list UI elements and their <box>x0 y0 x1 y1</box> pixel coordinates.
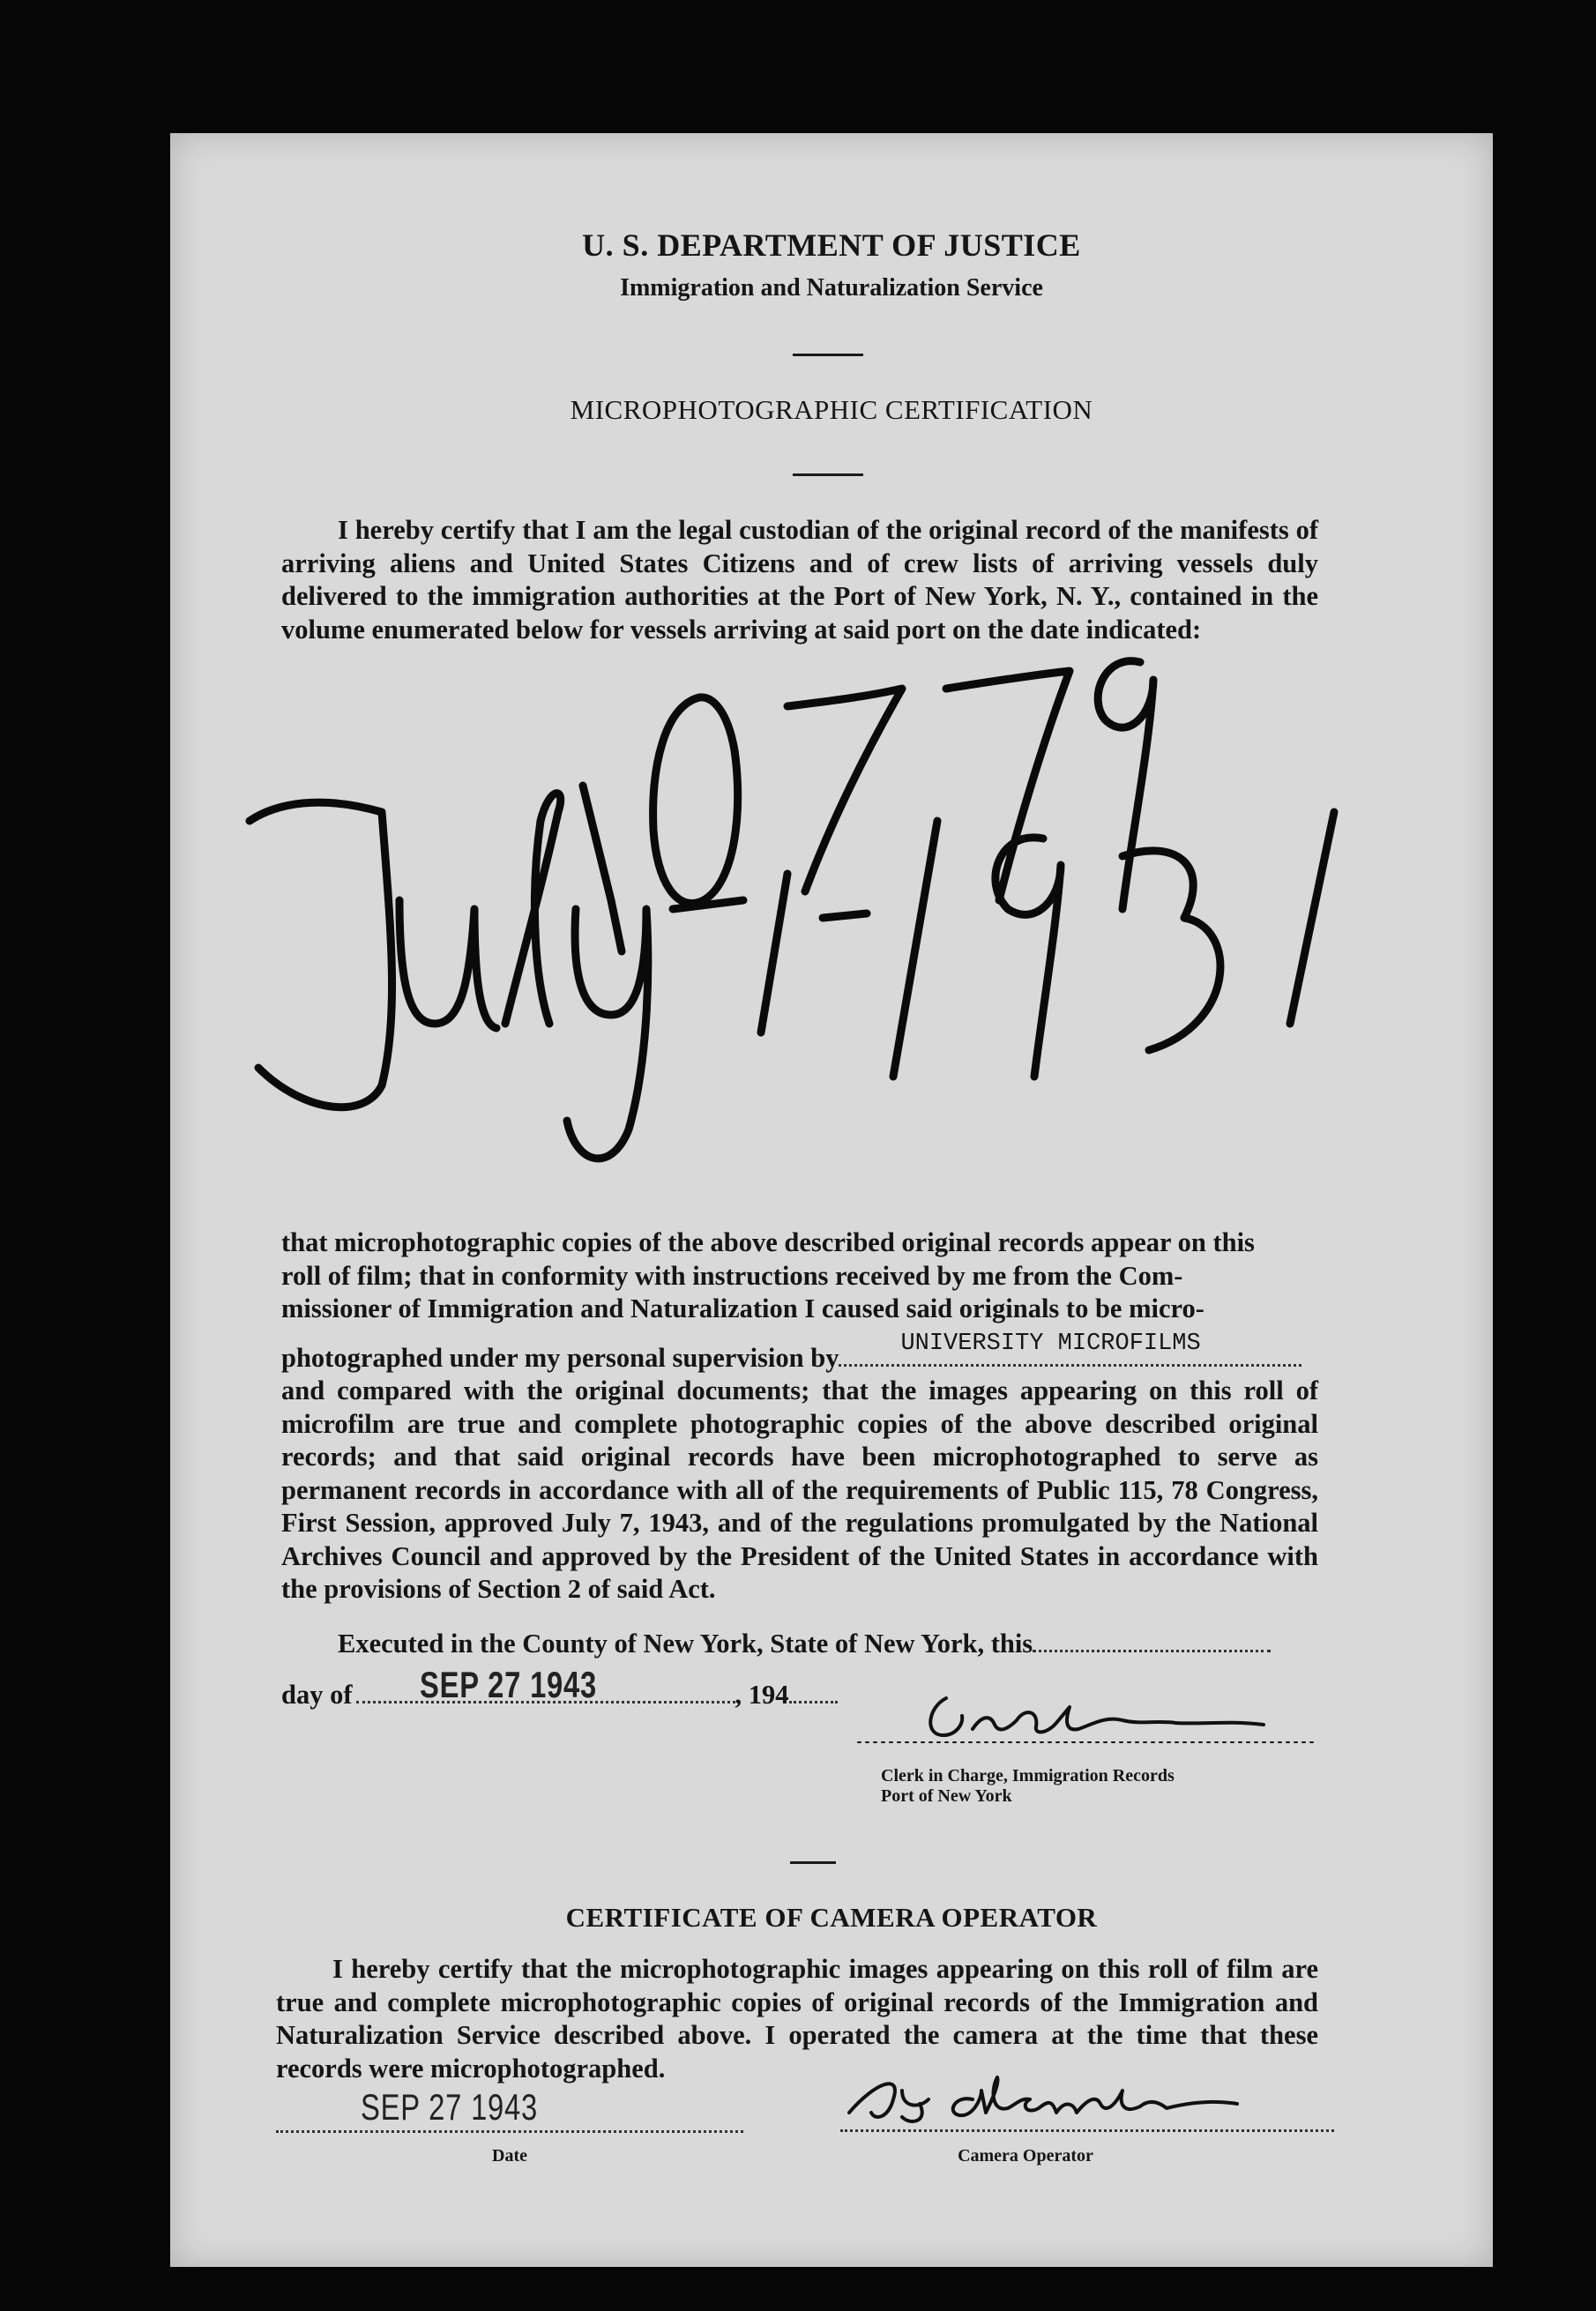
handwriting-layer <box>170 133 1493 1235</box>
certification-title: MICROPHOTOGRAPHIC CERTIFICATION <box>570 394 1093 425</box>
camera-certificate-text: I hereby certify that the microphotographic images appearing on this roll of film are true and complete microphotographic copies of original records of the Immigration and Naturalization Service described above. I operated the camera at the time that these records were microphotographed. <box>276 1954 1318 2084</box>
executed-line <box>338 1623 1318 1661</box>
handwritten-volume-number <box>583 661 1153 951</box>
camera-operator-signature <box>840 2064 1334 2135</box>
executed-text: Executed in the County of New York, State of New York, this <box>338 1629 1033 1659</box>
camera-operator-label: Camera Operator <box>958 2146 1093 2166</box>
supervision-line <box>281 1330 1318 1375</box>
divider <box>790 1861 836 1864</box>
body-line: missioner of Immigration and Naturalization I caused said originals to be micro- <box>281 1293 1204 1323</box>
body-line: that microphotographic copies of the above described original records appear on this <box>281 1227 1255 1257</box>
day-of-label: day of <box>281 1680 353 1710</box>
intro-paragraph: I hereby certify that I am the legal custodian of the original record of the manifests of arriving aliens and United States Citizens and of crew lists of arriving vessels duly delivered to the immigration authorities at the Port of New York, N. Y., contained in the volume enumerated below for vessels arriving at said port on the date indicated: <box>281 515 1318 645</box>
camera-date-field <box>276 2086 743 2133</box>
service-subheading: Immigration and Naturalization Service <box>620 274 1043 302</box>
camera-certificate-title: CERTIFICATE OF CAMERA OPERATOR <box>565 1902 1098 1933</box>
clerk-caption-line2: Port of New York <box>881 1786 1012 1806</box>
body-lines <box>281 1226 1318 1326</box>
day-date-stamp: SEP 27 1943 <box>419 1663 597 1705</box>
year-prefix: , 194 <box>735 1680 789 1710</box>
handwritten-date <box>250 794 1334 1159</box>
supervision-dotted-field <box>839 1330 1301 1367</box>
date-label: Date <box>492 2146 527 2166</box>
executed-dotted-field <box>1033 1623 1271 1652</box>
camera-operator-line <box>840 2129 1334 2132</box>
certificate-page <box>170 133 1493 2267</box>
day-dotted-field <box>356 1663 735 1705</box>
body-line: roll of film; that in conformity with instructions received by me from the Com- <box>281 1260 1183 1291</box>
clerk-caption-line1: Clerk in Charge, Immigration Records <box>881 1766 1175 1785</box>
clerk-caption <box>881 1766 1322 1807</box>
supervision-stamp: UNIVERSITY MICROFILMS <box>900 1330 1201 1357</box>
camera-date-stamp: SEP 27 1943 <box>361 2086 539 2128</box>
day-of-line <box>281 1663 899 1712</box>
body-rest-paragraph: and compared with the original documents; that the images appearing on this roll of microfilm are true and complete photographic copies of the above described original records; and that said original records have been microphotographed to serve as permanent records in accordance with all of the requirements of Public 115, 78 Congress, First Session, approved July 7, 1943, and of the regulations promulgated by the National Archives Council and approved by the President of the United States in accordance with the provisions of Section 2 of said Act. <box>281 1375 1318 1604</box>
year-dotted-field <box>789 1674 838 1703</box>
department-heading: U. S. DEPARTMENT OF JUSTICE <box>582 227 1081 263</box>
clerk-signature <box>840 1681 1334 1760</box>
supervision-prefix: photographed under my personal supervision by <box>281 1343 839 1373</box>
